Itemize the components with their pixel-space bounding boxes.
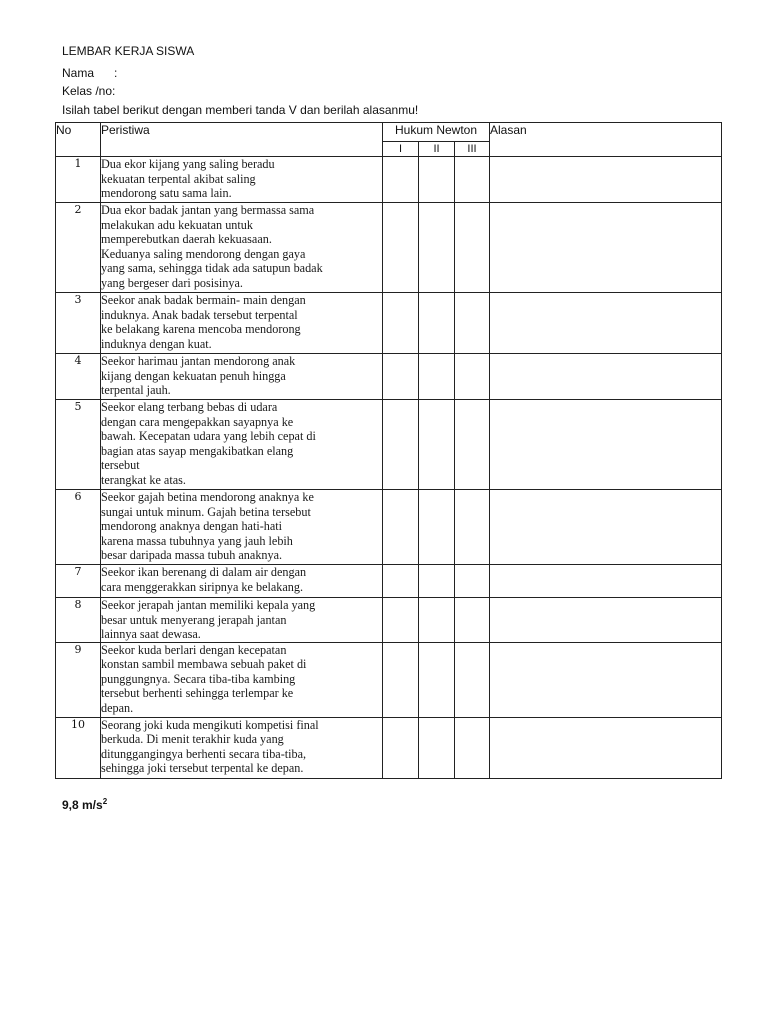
- event-line: besar untuk menyerang jerapah jantan: [101, 612, 287, 627]
- event-description: [101, 598, 383, 643]
- event-line: memperebutkan daerah kekuasaan.: [101, 232, 272, 246]
- event-line: Dua ekor badak jantan yang bermassa sama: [101, 203, 315, 217]
- event-line: Seekor ikan berenang di dalam air dengan: [101, 565, 307, 579]
- event-line: sungai untuk minum. Gajah betina tersebut: [101, 504, 311, 519]
- table-row: [56, 400, 722, 490]
- table-row: [56, 717, 722, 778]
- checkbox-cell-law-1[interactable]: [383, 157, 419, 203]
- reason-cell[interactable]: [490, 203, 722, 293]
- event-line: induknya dengan kuat.: [101, 336, 212, 351]
- row-number: 9: [56, 642, 101, 717]
- checkbox-cell-law-1[interactable]: [383, 354, 419, 400]
- event-line: Seekor anak badak bermain- main dengan: [101, 293, 306, 307]
- checkbox-cell-law-3[interactable]: [455, 642, 490, 717]
- event-line: tersebut berhenti sehingga terlempar ke: [101, 686, 294, 700]
- row-number: 3: [56, 293, 101, 354]
- event-line: dengan cara mengepakkan sayapnya ke: [101, 414, 294, 429]
- checkbox-cell-law-3[interactable]: [455, 400, 490, 490]
- table-row: [56, 157, 722, 203]
- reason-cell[interactable]: [490, 642, 722, 717]
- event-line: ditunggangingya berhenti secara tiba-tiba,: [101, 746, 307, 761]
- checkbox-cell-law-2[interactable]: [419, 490, 455, 565]
- event-line: Dua ekor kijang yang saling beradu: [101, 157, 275, 171]
- header-law-1: I: [383, 142, 419, 157]
- checkbox-cell-law-3[interactable]: [455, 717, 490, 778]
- event-line: depan.: [101, 700, 134, 715]
- event-line: Seekor harimau jantan mendorong anak: [101, 354, 296, 368]
- event-line: konstan sambil membawa sebuah paket di: [101, 657, 307, 671]
- event-line: yang sama, sehingga tidak ada satupun badak: [101, 261, 323, 275]
- name-line: [62, 66, 117, 80]
- event-line: berkuda. Di menit terakhir kuda yang: [101, 732, 284, 746]
- row-number: 10: [56, 717, 101, 778]
- table-row: [56, 293, 722, 354]
- event-line: ke belakang karena mencoba mendorong: [101, 322, 301, 336]
- event-line: cara menggerakkan siripnya ke belakang.: [101, 579, 304, 594]
- event-line: Seekor kuda berlari dengan kecepatan: [101, 642, 287, 657]
- reason-cell[interactable]: [490, 598, 722, 643]
- event-line: lainnya saat dewasa.: [101, 627, 201, 641]
- checkbox-cell-law-2[interactable]: [419, 157, 455, 203]
- checkbox-cell-law-2[interactable]: [419, 293, 455, 354]
- reason-cell[interactable]: [490, 565, 722, 598]
- event-description: [101, 157, 383, 203]
- checkbox-cell-law-1[interactable]: [383, 717, 419, 778]
- header-law-3: III: [455, 142, 490, 157]
- checkbox-cell-law-1[interactable]: [383, 565, 419, 598]
- checkbox-cell-law-2[interactable]: [419, 598, 455, 643]
- table-row: [56, 598, 722, 643]
- row-number: 2: [56, 203, 101, 293]
- gravity-value: 9,8 m/s: [62, 798, 103, 812]
- event-line: karena massa tubuhnya yang jauh lebih: [101, 533, 293, 548]
- event-description: [101, 565, 383, 598]
- row-number: 8: [56, 598, 101, 643]
- worksheet-title: LEMBAR KERJA SISWA: [62, 44, 195, 58]
- reason-cell[interactable]: [490, 717, 722, 778]
- event-line: mendorong anaknya dengan hati-hati: [101, 519, 283, 533]
- checkbox-cell-law-2[interactable]: [419, 642, 455, 717]
- event-line: terangkat ke atas.: [101, 472, 186, 487]
- table-row: [56, 354, 722, 400]
- row-number: 4: [56, 354, 101, 400]
- reason-cell[interactable]: [490, 490, 722, 565]
- reason-cell[interactable]: [490, 354, 722, 400]
- class-label: Kelas /no:: [62, 84, 116, 98]
- table-row: [56, 642, 722, 717]
- event-line: bagian atas sayap mengakibatkan elang: [101, 443, 294, 458]
- gravity-exponent: 2: [102, 797, 108, 806]
- checkbox-cell-law-3[interactable]: [455, 565, 490, 598]
- checkbox-cell-law-2[interactable]: [419, 717, 455, 778]
- event-line: Seekor jerapah jantan memiliki kepala yang: [101, 598, 316, 612]
- event-line: kijang dengan kekuatan penuh hingga: [101, 368, 286, 383]
- event-line: mendorong satu sama lain.: [101, 186, 232, 200]
- checkbox-cell-law-1[interactable]: [383, 490, 419, 565]
- reason-cell[interactable]: [490, 293, 722, 354]
- gravity-note: [62, 797, 107, 812]
- event-description: [101, 293, 383, 354]
- name-label: Nama: [62, 66, 95, 80]
- checkbox-cell-law-1[interactable]: [383, 642, 419, 717]
- checkbox-cell-law-3[interactable]: [455, 354, 490, 400]
- event-line: bawah. Kecepatan udara yang lebih cepat di: [101, 429, 316, 443]
- newton-law-table: [55, 122, 722, 779]
- checkbox-cell-law-1[interactable]: [383, 203, 419, 293]
- event-line: yang bergeser dari posisinya.: [101, 275, 243, 290]
- name-colon: :: [114, 66, 118, 80]
- row-number: 1: [56, 157, 101, 203]
- event-line: Keduanya saling mendorong dengan gaya: [101, 246, 306, 261]
- reason-cell[interactable]: [490, 400, 722, 490]
- event-line: punggungnya. Secara tiba-tiba kambing: [101, 671, 296, 686]
- table-body: [56, 157, 722, 779]
- event-line: kekuatan terpental akibat saling: [101, 171, 256, 186]
- event-line: besar daripada massa tubuh anaknya.: [101, 548, 283, 562]
- checkbox-cell-law-3[interactable]: [455, 598, 490, 643]
- checkbox-cell-law-3[interactable]: [455, 293, 490, 354]
- header-no: No: [56, 123, 101, 157]
- event-description: [101, 490, 383, 565]
- checkbox-cell-law-3[interactable]: [455, 157, 490, 203]
- checkbox-cell-law-2[interactable]: [419, 203, 455, 293]
- checkbox-cell-law-1[interactable]: [383, 400, 419, 490]
- checkbox-cell-law-3[interactable]: [455, 203, 490, 293]
- header-reason: Alasan: [490, 123, 722, 157]
- checkbox-cell-law-2[interactable]: [419, 565, 455, 598]
- event-line: melakukan adu kekuatan untuk: [101, 217, 253, 232]
- checkbox-cell-law-1[interactable]: [383, 598, 419, 643]
- table-row: [56, 490, 722, 565]
- event-line: terpental jauh.: [101, 383, 171, 397]
- table-row: [56, 565, 722, 598]
- instruction-text: Isilah tabel berikut dengan memberi tanda V dan berilah alasanmu!: [62, 103, 419, 117]
- header-newton-law: Hukum Newton: [383, 123, 490, 142]
- header-event: Peristiwa: [101, 123, 383, 157]
- checkbox-cell-law-2[interactable]: [419, 400, 455, 490]
- event-line: Seekor gajah betina mendorong anaknya ke: [101, 490, 314, 504]
- event-description: [101, 354, 383, 400]
- event-line: Seekor elang terbang bebas di udara: [101, 400, 278, 414]
- reason-cell[interactable]: [490, 157, 722, 203]
- event-description: [101, 642, 383, 717]
- row-number: 7: [56, 565, 101, 598]
- event-description: [101, 717, 383, 778]
- event-description: [101, 400, 383, 490]
- event-line: sehingga joki tersebut terpental ke depan.: [101, 761, 304, 775]
- table-row: [56, 203, 722, 293]
- header-law-2: II: [419, 142, 455, 157]
- checkbox-cell-law-3[interactable]: [455, 490, 490, 565]
- event-line: induknya. Anak badak tersebut terpental: [101, 307, 298, 322]
- checkbox-cell-law-1[interactable]: [383, 293, 419, 354]
- event-line: tersebut: [101, 458, 140, 472]
- checkbox-cell-law-2[interactable]: [419, 354, 455, 400]
- event-line: Seorang joki kuda mengikuti kompetisi final: [101, 717, 319, 732]
- row-number: 6: [56, 490, 101, 565]
- row-number: 5: [56, 400, 101, 490]
- event-description: [101, 203, 383, 293]
